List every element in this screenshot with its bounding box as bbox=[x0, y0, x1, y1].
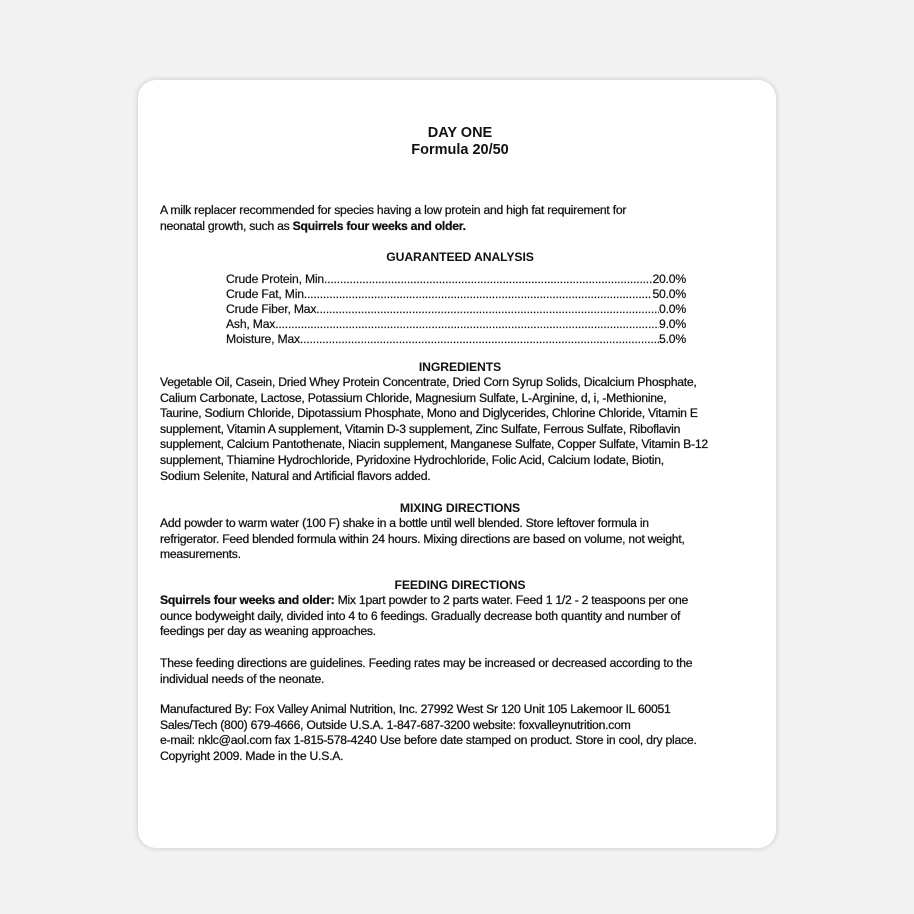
section-heading: GUARANTEED ANALYSIS bbox=[386, 250, 534, 264]
manufacturer-line: Manufactured By: Fox Valley Animal Nutrition, Inc. 27992 West Sr 120 Unit 105 Lakemoor IL 60051 bbox=[160, 702, 671, 716]
analysis-value: 9.0% bbox=[659, 317, 686, 331]
analysis-row bbox=[226, 302, 686, 317]
ingredients-line: Taurine, Sodium Chloride, Dipotassium Phosphate, Mono and Diglycerides, Chlorine Chloride, Vitamin E bbox=[160, 406, 698, 421]
guaranteed-analysis-table bbox=[226, 272, 686, 347]
product-label bbox=[138, 80, 776, 848]
feeding-bold-span: Squirrels four weeks and older: bbox=[160, 593, 335, 607]
manufacturer-line: Copyright 2009. Made in the U.S.A. bbox=[160, 748, 344, 763]
feeding-note bbox=[160, 656, 760, 687]
intro-bold-span: Squirrels four weeks and older. bbox=[292, 218, 466, 233]
product-title: DAY ONE bbox=[427, 125, 493, 141]
analysis-label: Crude Fiber, Max. bbox=[226, 302, 320, 316]
section-heading: FEEDING DIRECTIONS bbox=[394, 578, 526, 592]
feeding-line bbox=[160, 593, 760, 609]
ingredients-line: supplement, Calcium Pantothenate, Niacin supplement, Manganese Sulfate, Copper Sulfate, Vitamin B-12 bbox=[160, 437, 708, 452]
mixing-line: Add powder to warm water (100 F) shake in a bottle until well blended. Store leftover formula in bbox=[160, 516, 649, 530]
analysis-label: Crude Fat, Min. bbox=[226, 287, 307, 301]
analysis-value: 20.0% bbox=[652, 272, 686, 286]
analysis-row bbox=[226, 317, 686, 332]
analysis-label: Ash, Max. bbox=[226, 317, 279, 331]
analysis-label: Moisture, Max. bbox=[226, 332, 304, 346]
ingredients-section bbox=[160, 360, 760, 484]
ingredients-line: Calium Carbonate, Lactose, Potassium Chloride, Magnesium Sulfate, L-Arginine, d, i, -Methionine, bbox=[160, 390, 667, 405]
ingredients-line: supplement, Thiamine Hydrochloride, Pyridoxine Hydrochloride, Folic Acid, Calcium Iodate, Biotin, bbox=[160, 452, 664, 467]
note-line: These feeding directions are guidelines. Feeding rates may be increased or decreased according to the bbox=[160, 656, 693, 670]
product-subtitle: Formula 20/50 bbox=[411, 142, 509, 158]
ingredients-line: Vegetable Oil, Casein, Dried Whey Protein Concentrate, Dried Corn Syrup Solids, Dicalcium Phosphate, bbox=[160, 375, 697, 389]
intro-line bbox=[160, 219, 760, 235]
intro-text-span: neonatal growth, such as bbox=[160, 218, 293, 233]
analysis-value: 5.0% bbox=[659, 332, 686, 346]
analysis-row bbox=[226, 272, 686, 287]
intro-text bbox=[160, 203, 760, 234]
analysis-row bbox=[226, 287, 686, 302]
note-line: individual needs of the neonate. bbox=[160, 671, 325, 686]
feeding-section bbox=[160, 578, 760, 640]
manufacturer-info bbox=[160, 702, 760, 764]
section-heading: MIXING DIRECTIONS bbox=[399, 501, 521, 515]
feeding-line: ounce bodyweight daily, divided into 4 to 6 feedings. Gradually decrease both quantity and number of bbox=[160, 608, 681, 623]
ingredients-line: supplement, Vitamin A supplement, Vitamin D-3 supplement, Zinc Sulfate, Ferrous Sulfate, Riboflavin bbox=[160, 421, 681, 436]
manufacturer-line: Sales/Tech (800) 679-4666, Outside U.S.A. 1-847-687-3200 website: foxvalleynutrition.com bbox=[160, 717, 631, 732]
analysis-value: 50.0% bbox=[652, 287, 686, 301]
guaranteed-analysis-heading bbox=[160, 250, 760, 265]
mixing-section bbox=[160, 501, 760, 563]
mixing-line: measurements. bbox=[160, 547, 241, 562]
label-header bbox=[160, 125, 760, 159]
analysis-label: Crude Protein, Min. bbox=[226, 272, 328, 286]
intro-line: A milk replacer recommended for species having a low protein and high fat requirement for bbox=[160, 203, 627, 217]
ingredients-line: Sodium Selenite, Natural and Artificial flavors added. bbox=[160, 468, 431, 483]
feeding-line: feedings per day as weaning approaches. bbox=[160, 624, 376, 639]
mixing-line: refrigerator. Feed blended formula within 24 hours. Mixing directions are based on volume, not weight, bbox=[160, 531, 685, 546]
feeding-text-span: Mix 1part powder to 2 parts water. Feed 1 1/2 - 2 teaspoons per one bbox=[334, 593, 689, 607]
analysis-value: 0.0% bbox=[659, 302, 686, 316]
analysis-row bbox=[226, 332, 686, 347]
section-heading: INGREDIENTS bbox=[418, 360, 502, 374]
manufacturer-line: e-mail: nklc@aol.com fax 1-815-578-4240 Use before date stamped on product. Store in cool, dry place. bbox=[160, 733, 697, 748]
